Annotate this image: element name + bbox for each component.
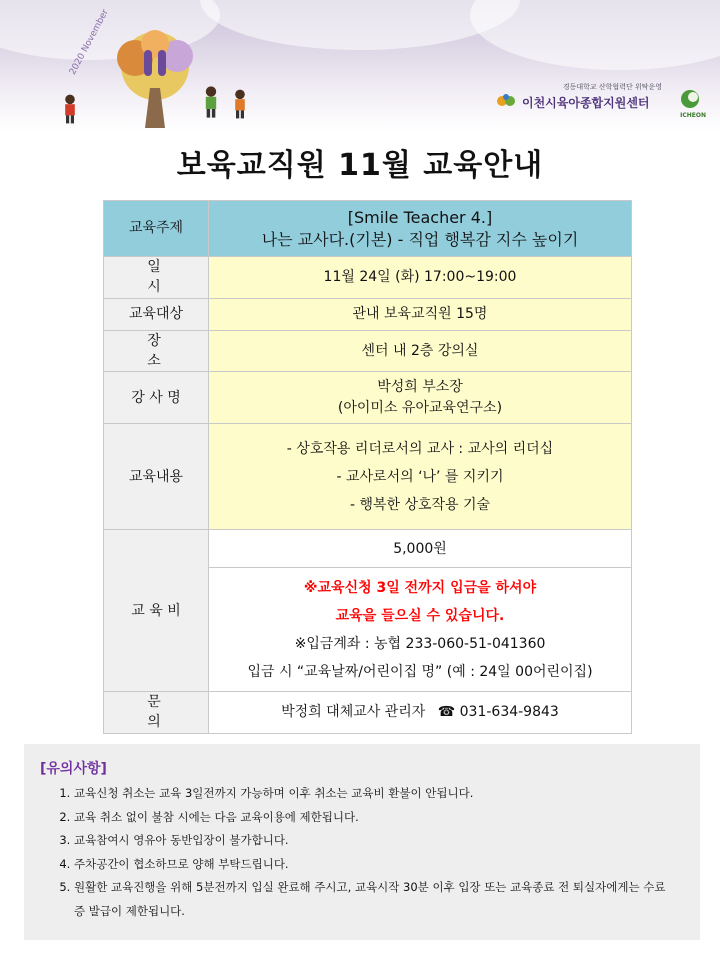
notice-item: 2. 교육 취소 없이 불참 시에는 다음 교육이용에 제한됩니다. [74, 806, 674, 830]
bank-account: ※입금계좌 : 농협 233-060-51-041360 [294, 635, 546, 652]
fee-details [209, 568, 632, 692]
logo-title: 이천시육아종합지원센터 [522, 96, 650, 110]
fee-warning-line1: ※교육신청 3일 전까지 입금을 하셔야 [303, 579, 537, 596]
topic-line1: [Smile Teacher 4.] [347, 207, 493, 227]
topic-value [209, 201, 632, 257]
target-value: 관내 보육교직원 15명 [209, 298, 632, 330]
label-lecturer: 강 사 명 [104, 372, 209, 424]
education-info-table [103, 200, 632, 734]
child-middle-illustration [198, 82, 224, 122]
place-value: 센터 내 2층 강의실 [209, 330, 632, 372]
contact-phone: ☎ 031-634-9843 [437, 704, 559, 721]
deposit-note: 입금 시 “교육날짜/어린이집 명” (예 : 24일 00어린이집) [247, 663, 593, 680]
child-left-illustration [58, 92, 82, 126]
fee-warning-line2: 교육을 들으실 수 있습니다. [335, 607, 505, 624]
notice-item: 1. 교육신청 취소는 교육 3일전까지 가능하며 이후 취소는 교육비 환불이 안됩니다. [74, 782, 674, 806]
notice-box [24, 744, 700, 940]
notice-list [48, 782, 674, 923]
row-lecturer [104, 372, 632, 424]
row-contact [104, 692, 632, 734]
contact-person: 박정희 대체교사 관리자 [281, 704, 426, 721]
autumn-tree-illustration [95, 28, 215, 128]
contact-value [209, 692, 632, 734]
row-target [104, 298, 632, 330]
row-topic [104, 201, 632, 257]
label-place: 장 소 [104, 330, 209, 372]
label-content: 교육내용 [104, 424, 209, 530]
center-logo [496, 82, 706, 122]
row-place [104, 330, 632, 372]
year-month-text: 2020 November [68, 7, 111, 77]
content-item: - 교사로서의 ‘나’ 를 지키기 [336, 468, 504, 485]
notice-item: 5. 원활한 교육진행을 위해 5분전까지 입실 완료해 주시고, 교육시작 30분 이후 입장 또는 교육종료 전 퇴실자에게는 수료증 발급이 제한됩니다. [74, 876, 674, 923]
notice-item: 3. 교육참여시 영유아 동반입장이 불가합니다. [74, 829, 674, 853]
icheon-logo-text: ICHEON [680, 112, 706, 119]
row-fee-amount [104, 530, 632, 568]
label-contact: 문 의 [104, 692, 209, 734]
row-date [104, 257, 632, 299]
topic-line2: 나는 교사다.(기본) - 직업 행복감 지수 높이기 [261, 229, 579, 249]
content-value [209, 424, 632, 530]
notice-title: [유의사항] [40, 761, 107, 777]
child-right-illustration [228, 86, 252, 122]
header-banner [0, 0, 720, 132]
label-date: 일 시 [104, 257, 209, 299]
content-item: - 행복한 상호작용 기술 [349, 496, 491, 513]
logo-subtitle: 경동대학교 산학협력단 위탁운영 [562, 83, 662, 91]
page-title: 보육교직원 11월 교육안내 [176, 148, 544, 183]
date-value: 11월 24일 (화) 17:00~19:00 [209, 257, 632, 299]
notice-item: 4. 주차공간이 협소하므로 양해 부탁드립니다. [74, 853, 674, 877]
label-target: 교육대상 [104, 298, 209, 330]
lecturer-value [209, 372, 632, 424]
logo-mark-icon [496, 92, 518, 110]
label-fee: 교 육 비 [104, 530, 209, 692]
label-topic: 교육주제 [104, 201, 209, 257]
row-content [104, 424, 632, 530]
lecturer-affiliation: (아이미소 유아교육연구소) [337, 399, 503, 416]
fee-amount: 5,000원 [209, 530, 632, 568]
lecturer-name: 박성희 부소장 [377, 379, 463, 396]
content-item: - 상호작용 리더로서의 교사 : 교사의 리더십 [286, 440, 554, 457]
